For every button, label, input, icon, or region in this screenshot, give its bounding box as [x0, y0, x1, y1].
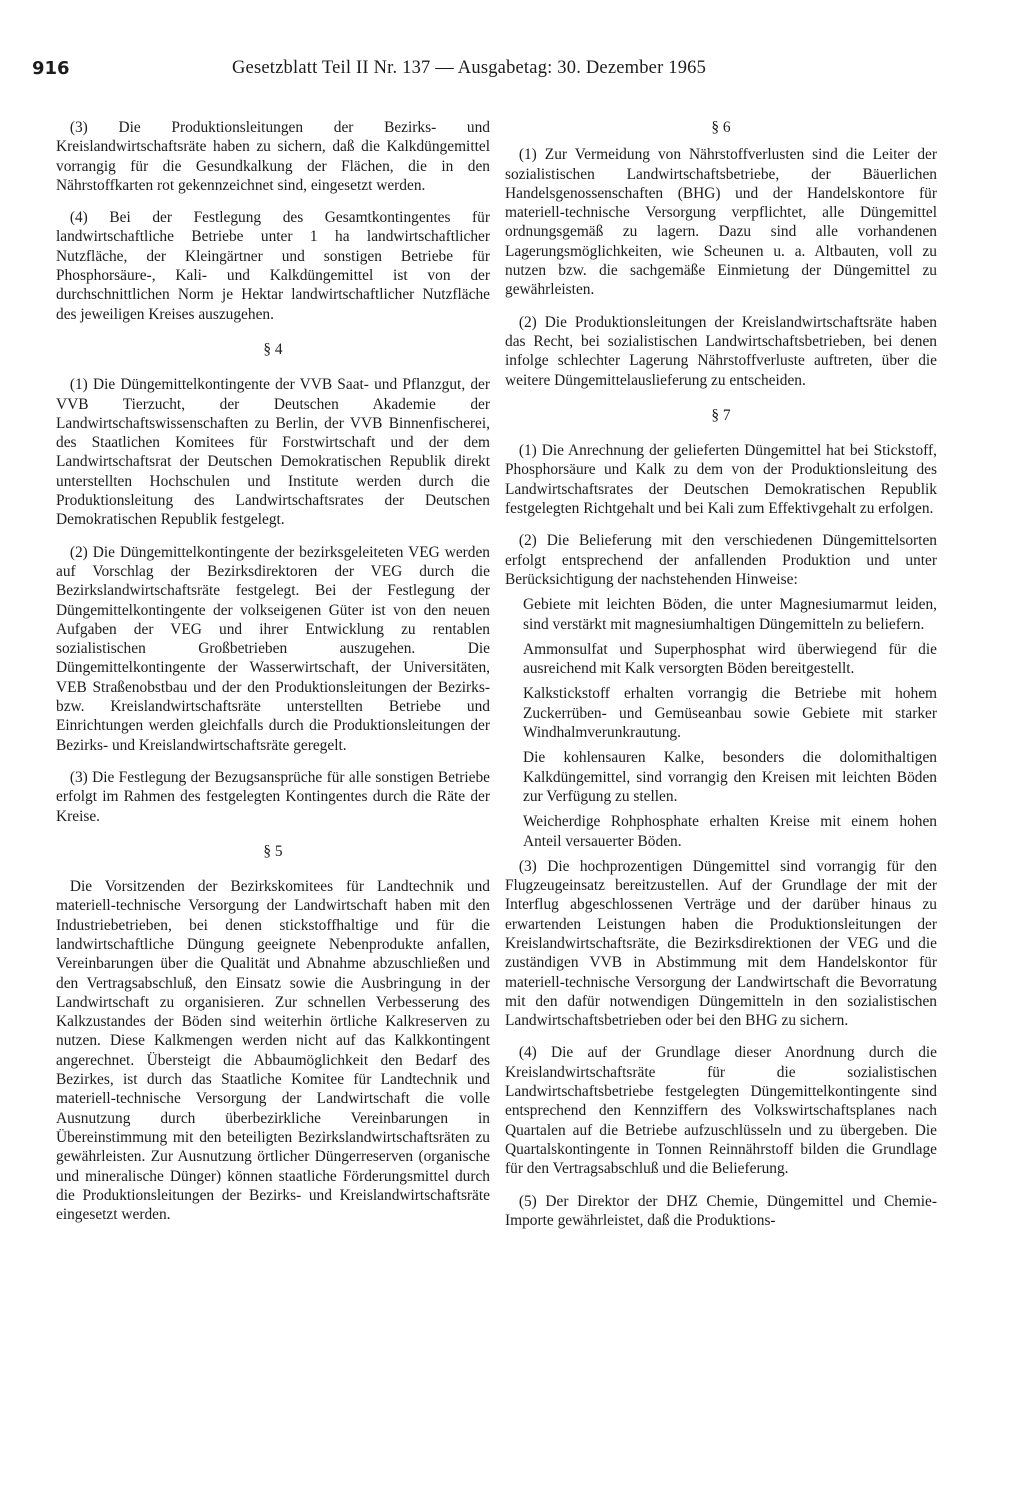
section-4-paragraph-3: (3) Die Festlegung der Bezugsansprüche für alle sonstigen Betriebe erfolgt im Rahmen des festgelegten Kontingentes durch die Räte der Kreise. — [56, 768, 490, 825]
running-title: Gesetzblatt Teil II Nr. 137 — Ausgabetag: 30. Dezember 1965 — [232, 58, 707, 78]
section-heading-7: § 7 — [711, 406, 731, 424]
hint-item: Weicherdige Rohphosphate erhalten Kreise mit einem hohen Anteil versauerter Böden. — [523, 813, 937, 850]
left-column — [56, 118, 490, 1237]
hint-item: Die kohlensauren Kalke, besonders die dolomithaltigen Kalkdüngemittel, sind vorrangig den Kreisen mit leichten Böden zur Verfügung zu stellen. — [523, 749, 937, 805]
section-6-paragraph-1: (1) Zur Vermeidung von Nährstoffverlusten sind die Leiter der sozialistischen Landwirtschaftsbetriebe, der Bäuerlichen Handelsgenossenschaften (BHG) und der Handelskontore für materiell-technische Versorgung verpflichtet, alle Düngemittel ordnungsgemäß zu lagern. Dazu sind alle vorhandenen Lagerungsmöglichkeiten, wie Scheunen u. a. Altbauten, voll zu nutzen bzw. die sachgemäße Einmietung der Düngemittel zu gewährleisten. — [505, 146, 937, 299]
section-7-paragraph-2: (2) Die Belieferung mit den verschiedenen Düngemittelsorten erfolgt entsprechend der anfallenden Produktion und unter Berücksichtigung der nachstehenden Hinweise: — [505, 532, 937, 588]
right-column — [505, 118, 937, 1243]
section-heading-4: § 4 — [263, 340, 283, 358]
section-7-paragraph-3: (3) Die hochprozentigen Düngemittel sind vorrangig für den Flugzeugeinsatz bereitzustellen. Auf der Grundlage der mit der Interflug abgeschlossenen Verträge und der darüber hinaus zu erwartenden Leistungen haben die Produktionsleitungen der Kreislandwirtschaftsräte, die Bezirksdirektionen der VEG und die zuständigen VVB in Abstimmung mit dem Handelskontor für materiell-technische Versorgung der Landwirtschaft die Bevorratung mit den dafür notwendigen Düngemitteln in den sozialistischen Landwirtschaftsbetrieben oder bei den BHG zu sichern. — [505, 857, 937, 1030]
hint-item: Gebiete mit leichten Böden, die unter Magnesiumarmut leiden, sind verstärkt mit magnesiumhaltigen Düngemitteln zu beliefern. — [523, 596, 937, 633]
hint-item: Kalkstickstoff erhalten vorrangig die Betriebe mit hohem Zuckerrüben- und Gemüseanbau sowie Gebiete mit starker Windhalmverunkrautung. — [523, 685, 937, 742]
page-number: 916 — [32, 58, 70, 79]
section-5-paragraph-1: Die Vorsitzenden der Bezirkskomitees für Landtechnik und materiell-technische Versorgung der Landwirtschaft haben mit den Industriebetrieben, bei denen stickstoffhaltige und für die landwirtschaftliche Düngung geeignete Nebenprodukte anfallen, Vereinbarungen über die Qualität und Abnahme abzuschließen und den Vertragsabschluß, den Einsatz sowie die Ausbringung in der Landwirtschaft zu organisieren. Zur schnellen Verbesserung des Kalkzustandes der Böden sind weiterhin örtliche Kalkreserven zu nutzen. Diese Kalkmengen werden nicht auf das Kalkkontingent angerechnet. Übersteigt die Abbaumöglichkeit den Bedarf des Bezirkes, ist durch das Staatliche Komitee für Landtechnik und materiell-technische Versorgung der Landwirtschaft die volle Ausnutzung durch überbezirkliche Vereinbarungen in Übereinstimmung mit den beteiligten Bezirkslandwirtschaftsräten zu gewährleisten. Zur Ausnutzung örtlicher Düngerreserven (organische und mineralische Dünger) können staatliche Förderungsmittel durch die Produktionsleitungen der Bezirks- und Kreislandwirtschaftsräte eingesetzt werden. — [56, 878, 490, 1224]
page-header — [32, 58, 962, 82]
section-4-paragraph-2: (2) Die Düngemittelkontingente der bezirksgeleiteten VEG werden auf Vorschlag der Bezirksdirektoren der VEG durch die Bezirkslandwirtschaftsräte festgelegt. Bei der Festlegung der Düngemittelkontingente der volkseigenen Güter ist von den neuen Aufgaben der VEG und ihrer Entwicklung zu rentablen sozialistischen Großbetrieben auszugehen. Die Düngemittelkontingente der Wasserwirtschaft, der Universitäten, VEB Straßenobstbau und der den Produktionsleitungen der Bezirks- bzw. Kreislandwirtschaftsräte unterstellten Betriebe und Einrichtungen werden gleichfalls durch die Produktionsleitungen der Bezirks- und Kreislandwirtschaftsräte geregelt. — [56, 543, 490, 754]
hint-item: Ammonsulfat und Superphosphat wird überwiegend für die ausreichend mit Kalk versorgten Böden bereitgestellt. — [523, 640, 937, 678]
section-7-paragraph-4: (4) Die auf der Grundlage dieser Anordnung durch die Kreislandwirtschaftsräte für die sozialistischen Landwirtschaftsbetriebe festgelegten Düngemittelkontingente sind entsprechend den Kennziffern des Volkswirtschaftsplanes nach Quartalen auf die Betriebe aufzuschlüsseln und zu übergeben. Die Quartalskontingente in Tonnen Reinnährstoff bilden die Grundlage für den Vertragsabschluß und die Belieferung. — [505, 1044, 937, 1178]
paragraph-3-fertilizer-liming: (3) Die Produktionsleitungen der Bezirks- und Kreislandwirtschaftsräte haben zu sichern, daß die Kalkdüngemittel vorrangig für die Gesundkalkung der Flächen, die in den Nährstoffkarten rot gekennzeichnet sind, eingesetzt werden. — [56, 119, 490, 194]
paragraph-4-total-quota: (4) Bei der Festlegung des Gesamtkontingentes für landwirtschaftliche Betriebe unter 1 ha landwirtschaftlicher Nutzfläche, der Kleingärtner und sonstigen Betriebe für Phosphorsäure-, Kali- und Kalkdüngemittel ist von der durchschnittlichen Norm je Hektar landwirtschaftlicher Nutzfläche des jeweiligen Kreises auszugehen. — [56, 209, 490, 323]
section-6-paragraph-2: (2) Die Produktionsleitungen der Kreislandwirtschaftsräte haben das Recht, bei sozialistischen Landwirtschaftsbetrieben, bei denen infolge schlechter Lagerung Nährstoffverluste auftreten, über die weitere Düngemittelauslieferung zu entscheiden. — [505, 313, 937, 389]
section-4-paragraph-1: (1) Die Düngemittelkontingente der VVB Saat- und Pflanzgut, der VVB Tierzucht, der Deutschen Akademie der Landwirtschaftswissenschaften zu Berlin, der VVB Binnenfischerei, des Staatlichen Komitees für Forstwirtschaft und der dem Landwirtschaftsrat der Deutschen Demokratischen Republik direkt unterstellten Hochschulen und Institute werden durch die Produktionsleitung des Landwirtschaftsrates der Deutschen Demokratischen Republik festgelegt. — [56, 376, 490, 529]
section-7-paragraph-1: (1) Die Anrechnung der gelieferten Düngemittel hat bei Stickstoff, Phosphorsäure und Kalk zu dem von der Produktionsleitung des Landwirtschaftsrates der Deutschen Demokratischen Republik festgelegten Richtgehalt und bei Kali zum Effektivgehalt zu erfolgen. — [505, 442, 937, 518]
section-heading-5: § 5 — [263, 842, 283, 860]
section-7-paragraph-5: (5) Der Direktor der DHZ Chemie, Düngemittel und Chemie-Importe gewährleistet, daß die Produktions- — [505, 1192, 937, 1229]
section-heading-6: § 6 — [711, 119, 731, 136]
